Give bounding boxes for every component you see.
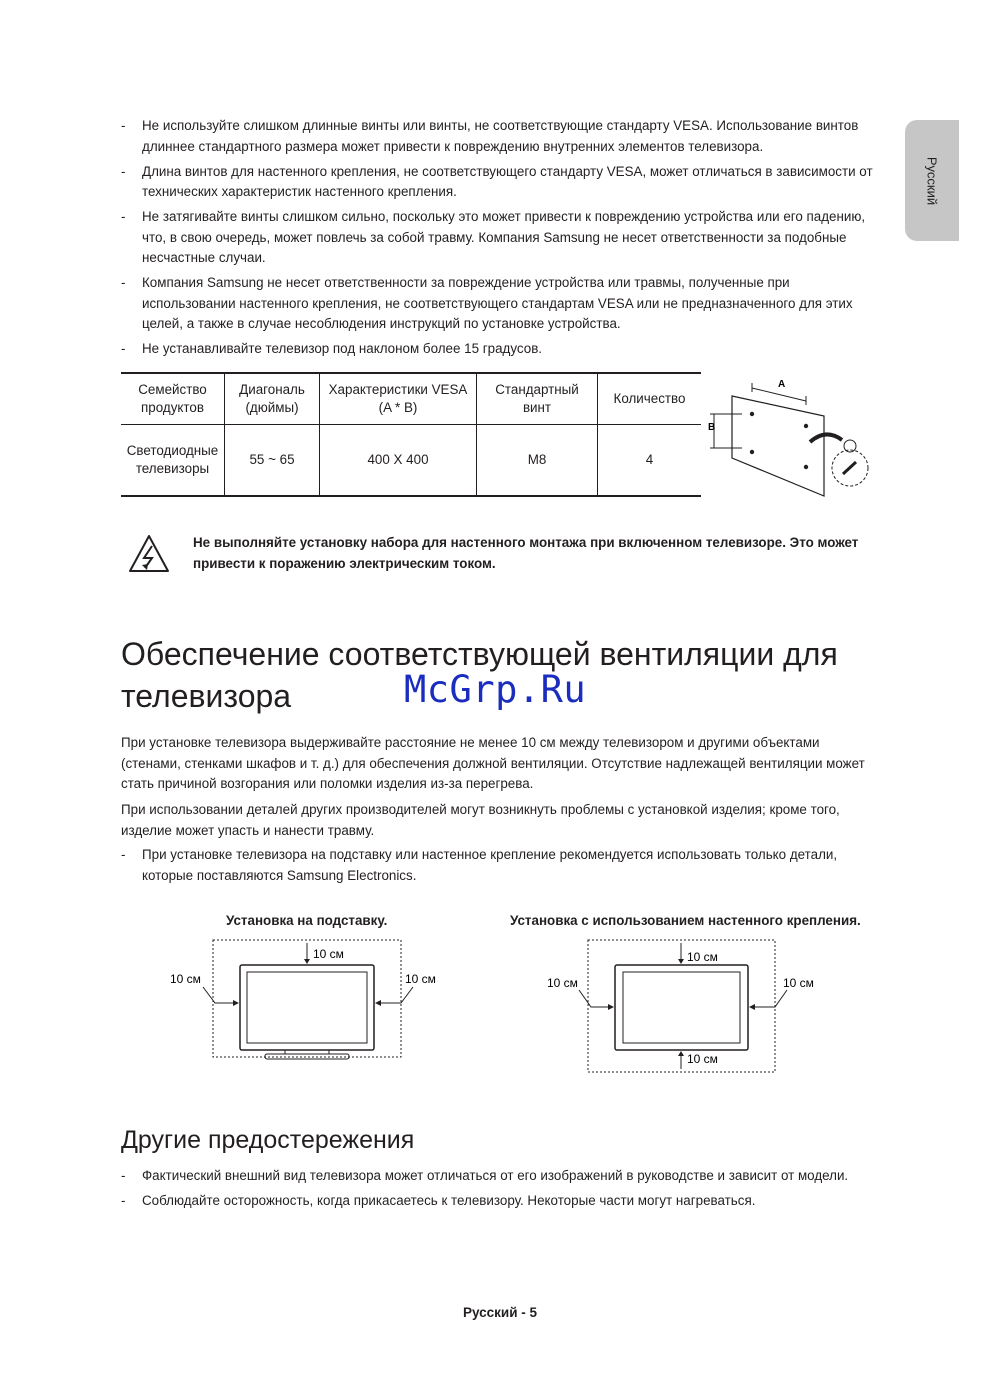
list-item: - Не устанавливайте телевизор под наклоном более 15 градусов. <box>121 339 881 360</box>
gap-top-label: 10 см <box>313 947 344 961</box>
other-precautions-list <box>121 1166 881 1216</box>
parts-note-list <box>121 845 881 891</box>
gap-left-label: 10 см <box>547 976 578 990</box>
electric-shock-warning: Не выполняйте установку набора для настенного монтажа при включенном телевизоре. Это может привести к поражению электрическим током. <box>193 535 859 571</box>
col-header-diagonal: Диагональ (дюймы) <box>225 373 320 425</box>
list-item: - Компания Samsung не несет ответственности за повреждение устройства или травмы, полученные при использовании настенного крепления, не соответствующего стандартам VESA или не предназначенного для этих целей, а также в случае несоблюдения инструкций по установке устройства. <box>121 273 881 335</box>
tv-icon <box>240 965 374 1050</box>
table-row <box>121 425 701 497</box>
parts-paragraph <box>121 800 883 841</box>
gap-bottom-label: 10 см <box>687 1052 718 1066</box>
cell-vesa: 400 X 400 <box>320 425 477 497</box>
mount-hole <box>804 424 808 428</box>
list-item: - Не используйте слишком длинные винты или винты, не соответствующие стандарту VESA. Использование винтов длиннее стандартного размера может привести к повреждению внутренних элементов телевизора. <box>121 116 881 157</box>
paragraph: При использовании деталей других производителей могут возникнуть проблемы с установкой изделия; кроме того, изделие может упасть и нанести травму. <box>121 802 840 838</box>
vesa-mount-diagram <box>706 370 874 498</box>
cell-quantity: 4 <box>598 425 702 497</box>
wall-install-diagram <box>543 935 833 1075</box>
language-tab-label: Русский <box>924 156 940 205</box>
gap-right-label: 10 см <box>405 972 436 986</box>
col-header-family: Семейство продуктов <box>121 373 225 425</box>
col-header-vesa: Характеристики VESA (A * B) <box>320 373 477 425</box>
paragraph: При установке телевизора выдерживайте расстояние не менее 10 см между телевизором и другими объектами (стенами, стенками шкафов и т. д.) для обеспечения должной вентиляции. Отсутствие надлежащей вентиляции может стать причиной возгорания или поломки изделия из-за перегрева. <box>121 735 865 791</box>
wall-install-caption: Установка с использованием настенного крепления. <box>510 913 861 928</box>
electric-hazard-icon <box>128 534 170 574</box>
vesa-spec-table <box>121 372 701 497</box>
dimension-a-label: A <box>778 379 786 390</box>
col-header-quantity: Количество <box>598 373 702 425</box>
list-item: - Длина винтов для настенного крепления, не соответствующего стандарту VESA, может отличаться в зависимости от технических характеристик настенного крепления. <box>121 162 881 203</box>
col-header-screw: Стандартный винт <box>477 373 598 425</box>
list-item: - При установке телевизора на подставку или настенное крепление рекомендуется использовать только детали, которые поставляются Samsung Electronics. <box>121 845 881 886</box>
tv-icon <box>615 965 748 1050</box>
cell-screw: M8 <box>477 425 598 497</box>
stand-install-diagram <box>165 935 455 1065</box>
gap-left-label: 10 см <box>170 972 201 986</box>
screw-warnings-list <box>121 116 881 364</box>
page-title: Обеспечение соответствующей вентиляции для телевизора <box>121 636 838 714</box>
page-footer: Русский - 5 <box>462 1305 538 1320</box>
section-heading-other: Другие предостережения <box>121 1126 415 1154</box>
language-tab[interactable] <box>905 120 959 241</box>
cell-family: Светодиодные телевизоры <box>121 425 225 497</box>
ventilation-paragraph <box>121 733 883 795</box>
stand-install-caption: Установка на подставку. <box>226 913 388 928</box>
list-item: - Соблюдайте осторожность, когда прикасаетесь к телевизору. Некоторые части могут нагреваться. <box>121 1191 881 1212</box>
mount-hole <box>750 412 754 416</box>
list-item: - Не затягивайте винты слишком сильно, поскольку это может привести к повреждению устройства или его падению, что, в свою очередь, может повлечь за собой травму. Компания Samsung не несет ответственности за подобные несчастные случаи. <box>121 207 881 269</box>
mount-hole <box>750 450 754 454</box>
watermark: McGrp.Ru <box>404 668 587 711</box>
cell-diagonal: 55 ~ 65 <box>225 425 320 497</box>
dimension-b-label: B <box>708 422 716 433</box>
mount-hole <box>804 465 808 469</box>
list-item: - Фактический внешний вид телевизора может отличаться от его изображений в руководстве и зависит от модели. <box>121 1166 881 1187</box>
table-header-row <box>121 373 701 425</box>
gap-right-label: 10 см <box>783 976 814 990</box>
gap-top-label: 10 см <box>687 950 718 964</box>
